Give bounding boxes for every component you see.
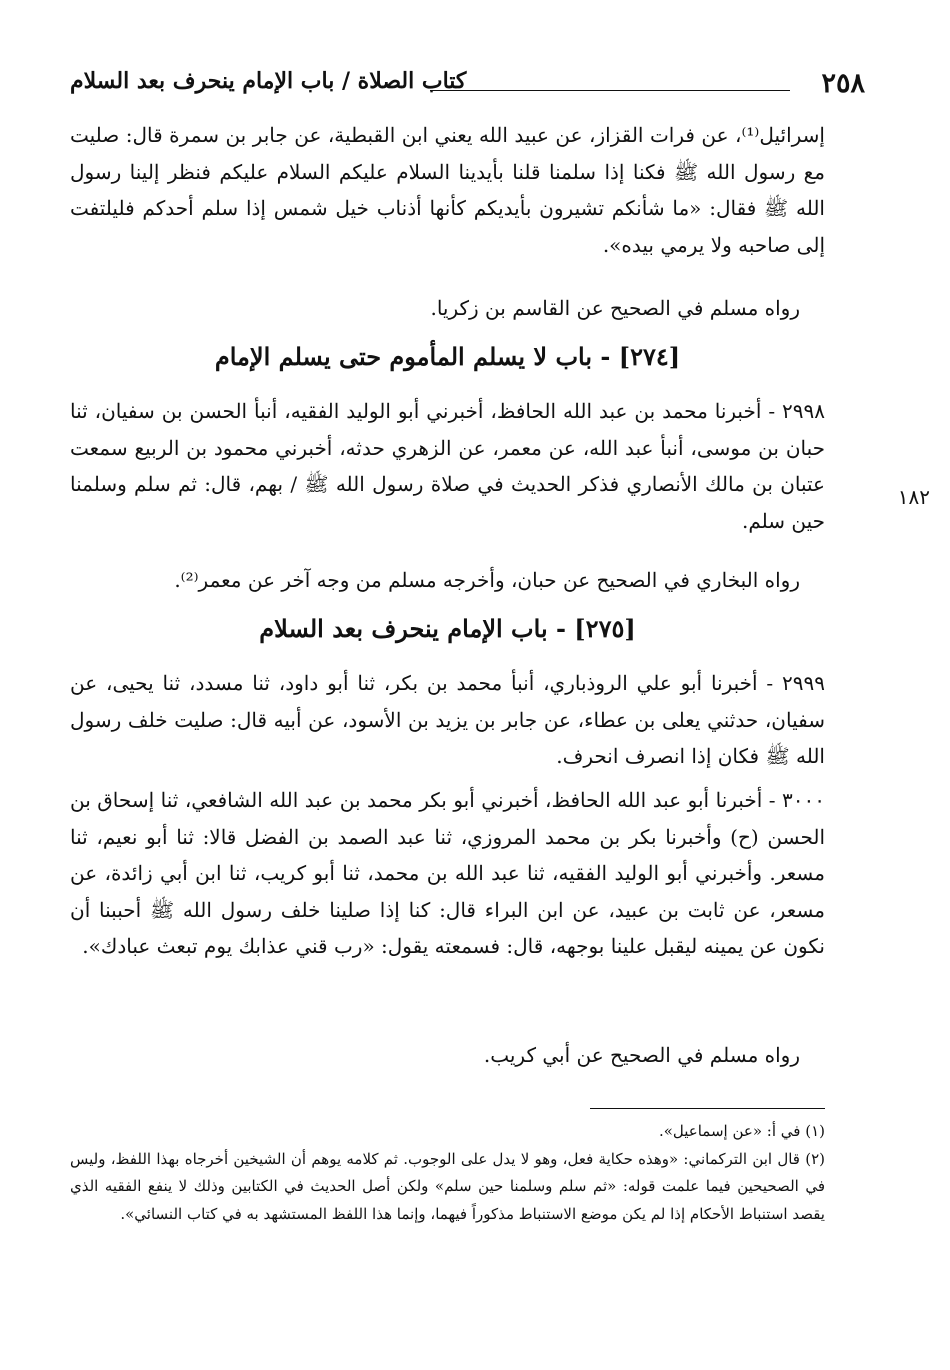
- page-number: ٢٥٨: [821, 68, 865, 99]
- header-rule: [430, 90, 790, 91]
- running-title: كتاب الصلاة / باب الإمام ينحرف بعد السلام: [70, 68, 467, 94]
- margin-folio-number: [830, 485, 950, 509]
- footnotes: [70, 1118, 825, 1228]
- paragraph-attribution-2: رواه البخاري في الصحيح عن حبان، وأخرجه مسلم من وجه آخر عن معمر⁽²⁾.: [174, 568, 800, 592]
- paragraph-isnad-continuation: إسرائيل⁽¹⁾، عن فرات القزاز، عن عبيد الله يعني ابن القبطية، عن جابر بن سمرة قال: صليت مع رسول الله ﷺ فكنا إذا سلمنا قلنا بأيدينا السلام عليكم السلام عليكم فنظر إلينا رسول الله ﷺ فقال: «ما شأنكم تشيرون بأيديكم كأنها أذناب خيل شمس إذا سلم أحدكم فليلتفت إلى صاحبه ولا يرمي بيده».: [70, 123, 825, 257]
- hadith-2998: ٢٩٩٨ - أخبرنا محمد بن عبد الله الحافظ، أخبرني أبو الوليد الفقيه، أنبأ الحسن بن سفيان، ثنا حبان بن موسى، أنبأ عبد الله، عن معمر، عن الزهري حدثه، أخبرني محمود بن الربيع سمعت عتبان بن مالك الأنصاري فذكر الحديث في صلاة رسول الله ﷺ / بهم، قال: ثم سلم وسلمنا حين سلم.: [70, 399, 825, 533]
- footnote-2: (٢) قال ابن التركماني: «وهذه حكاية فعل، وهو لا يدل على الوجوب. ثم كلامه يوهم أن الشيخين أخرجاه بهذا اللفظ، وليس في الصحيحين فيما علمت قوله: «ثم سلم وسلمنا حين سلم» ولكن أصل الحديث في الكتابين وذلك لا ينفع الفقيه الذي يقصد استنباط الأحكام إذا لم يكن موضع الاستنباط مذكوراً فيهما، وإنما هذا اللفظ المستشهد به في كتاب النسائي».: [70, 1149, 825, 1223]
- margin-folio-label: ١٨٢: [897, 485, 930, 509]
- hadith-3000: ٣٠٠٠ - أخبرنا أبو عبد الله الحافظ، أخبرني أبو بكر محمد بن عبد الله الشافعي، ثنا إسحاق بن الحسن (ح) وأخبرنا بكر بن محمد المروزي، ثنا عبد الصمد بن الفضل قالا: ثنا أبو نعيم، ثنا مسعر. وأخبرني أبو الوليد الفقيه، ثنا عبد الله بن محمد، ثنا أبو كريب، ثنا ابن أبي زائدة، عن مسعر، عن ثابت بن عبيد، عن ابن البراء قال: كنا إذا صلينا خلف رسول الله ﷺ أحببنا أن نكون عن يمينه ليقبل علينا بوجهه، قال: فسمعته يقول: «رب قني عذابك يوم تبعث عبادك».: [70, 788, 825, 958]
- chapter-heading-274: [٢٧٤] - باب لا يسلم المأموم حتى يسلم الإمام: [214, 342, 681, 371]
- chapter-heading-275: [٢٧٥] - باب الإمام ينحرف بعد السلام: [259, 614, 636, 643]
- footnote-1: (١) في أ: «عن إسماعيل».: [658, 1122, 825, 1140]
- footnote-separator: [590, 1108, 825, 1109]
- hadith-2999: ٢٩٩٩ - أخبرنا أبو علي الروذباري، أنبأ محمد بن بكر، ثنا أبو داود، ثنا مسدد، ثنا يحيى، عن سفيان، حدثني يعلى بن عطاء، عن جابر بن يزيد بن الأسود، عن أبيه قال: صليت خلف رسول الله ﷺ فكان إذا انصرف انحرف.: [70, 671, 825, 768]
- running-header: [70, 62, 865, 102]
- paragraph-attribution-1: رواه مسلم في الصحيح عن القاسم بن زكريا.: [430, 296, 800, 320]
- paragraph-attribution-3: رواه مسلم في الصحيح عن أبي كريب.: [483, 1043, 800, 1067]
